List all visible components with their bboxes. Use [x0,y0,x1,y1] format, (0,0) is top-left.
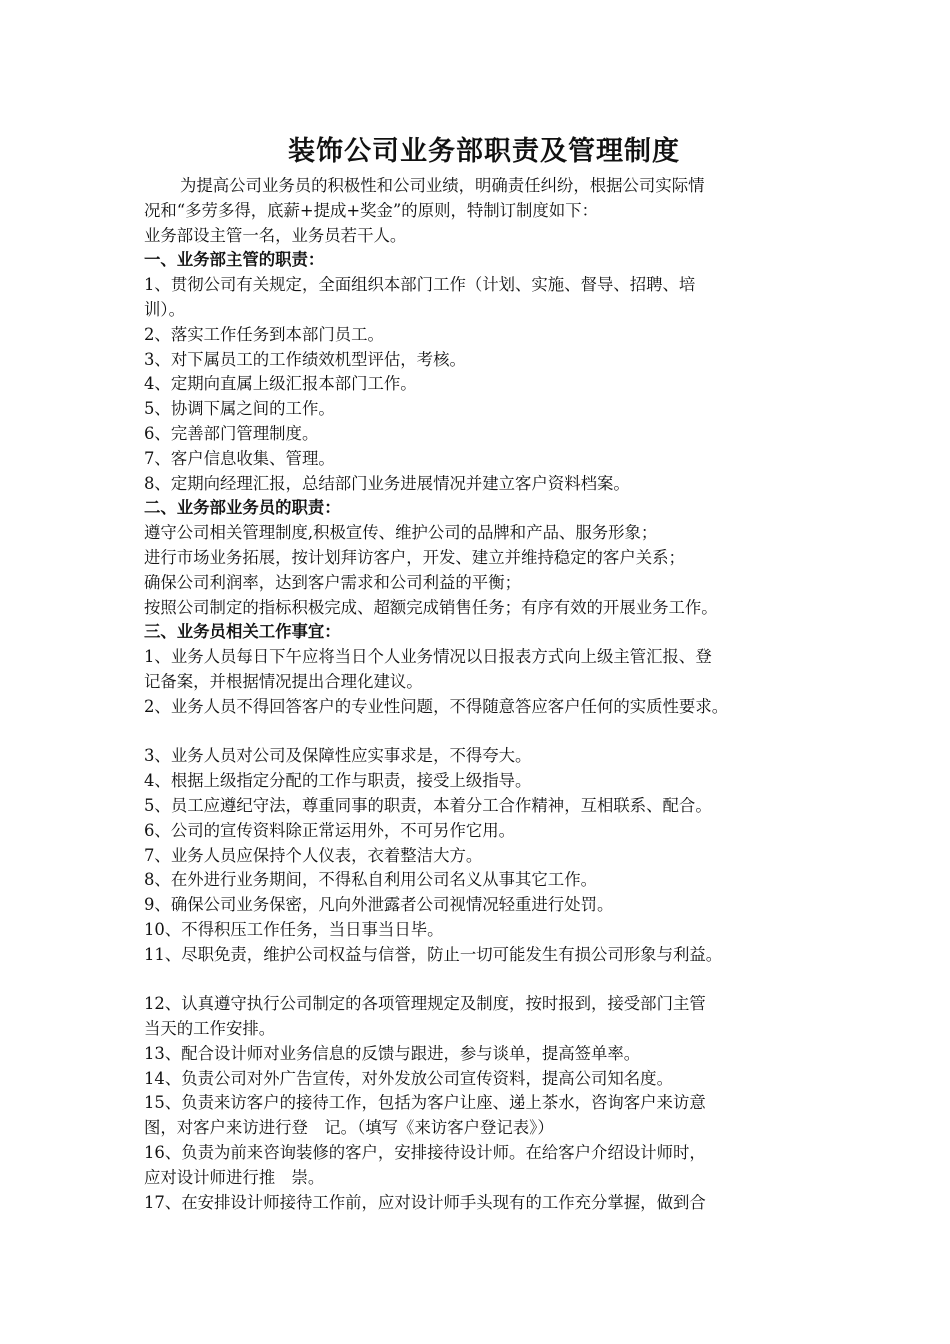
section-1-list [144,273,824,496]
list-item: 确保公司利润率，达到客户需求和公司利益的平衡； [144,572,521,592]
section-3-list [144,645,824,1215]
document-page [144,130,824,1215]
list-item: 8、定期向经理汇报，总结部门业务进展情况并建立客户资料档案。 [144,473,630,493]
list-item: 10、不得积压工作任务，当日事当日毕。 [144,919,444,939]
list-item: 遵守公司相关管理制度,积极宣传、维护公司的品牌和产品、服务形象； [144,523,658,543]
list-item: 记备案，并根据情况提出合理化建议。 [144,671,423,691]
list-item: 5、员工应遵纪守法，尊重同事的职责，本着分工合作精神，互相联系、配合。 [144,795,712,815]
list-item: 训）。 [144,299,185,319]
list-item: 进行市场业务拓展，按计划拜访客户，开发、建立并维持稳定的客户关系； [144,547,685,567]
list-item: 4、根据上级指定分配的工作与职责，接受上级指导。 [144,771,532,791]
list-item: 14、负责公司对外广告宣传，对外发放公司宣传资料，提高公司知名度。 [144,1068,673,1088]
list-item: 1、贯彻公司有关规定，全面组织本部门工作（计划、实施、督导、招聘、培 [144,275,696,295]
department-setup: 业务部设主管一名，业务员若干人。 [144,225,407,245]
section-heading-3: 三、业务员相关工作事宜： [144,622,341,642]
list-item: 应对设计师进行推 崇。 [144,1167,325,1187]
intro-line-2: 况和“多劳多得，底薪+提成+奖金”的原则，特制订制度如下： [144,200,598,220]
list-item: 3、业务人员对公司及保障性应实事求是，不得夸大。 [144,746,532,766]
list-item: 2、落实工作任务到本部门员工。 [144,324,384,344]
list-item: 2、业务人员不得回答客户的专业性问题，不得随意答应客户任何的实质性要求。 [144,696,729,716]
list-item: 3、对下属员工的工作绩效机型评估，考核。 [144,349,466,369]
intro-line-1: 为提高公司业务员的积极性和公司业绩，明确责任纠纷，根据公司实际情 [180,176,705,195]
list-item: 1、业务人员每日下午应将当日个人业务情况以日报表方式向上级主管汇报、登 [144,647,712,667]
section-heading-1: 一、业务部主管的职责： [144,250,325,270]
list-item: 按照公司制定的指标积极完成、超额完成销售任务；有序有效的开展业务工作。 [144,597,718,617]
list-item: 11、尽职免责，维护公司权益与信誉，防止一切可能发生有损公司形象与利益。 [144,944,723,964]
section-2-list [144,521,824,620]
list-item: 16、负责为前来咨询装修的客户，安排接待设计师。在给客户介绍设计师时， [144,1143,706,1163]
list-item: 13、配合设计师对业务信息的反馈与跟进，参与谈单，提高签单率。 [144,1043,641,1063]
blank-line [144,720,824,745]
list-item: 6、公司的宣传资料除正常运用外，不可另作它用。 [144,820,516,840]
list-item: 12、认真遵守执行公司制定的各项管理规定及制度，按时报到，接受部门主管 [144,994,706,1014]
list-item: 8、在外进行业务期间，不得私自利用公司名义从事其它工作。 [144,870,597,890]
document-title: 装饰公司业务部职责及管理制度 [288,136,680,167]
list-item: 5、协调下属之间的工作。 [144,399,335,419]
list-item: 6、完善部门管理制度。 [144,423,319,443]
list-item: 图，对客户来访进行登 记。（填写《来访客户登记表》） [144,1118,554,1138]
list-item: 当天的工作安排。 [144,1019,276,1039]
list-item: 15、负责来访客户的接待工作，包括为客户让座、递上茶水，咨询客户来访意 [144,1093,706,1113]
list-item: 9、确保公司业务保密，凡向外泄露者公司视情况轻重进行处罚。 [144,895,614,915]
section-heading-2: 二、业务部业务员的职责： [144,498,341,518]
list-item: 4、定期向直属上级汇报本部门工作。 [144,374,417,394]
list-item: 17、在安排设计师接待工作前，应对设计师手头现有的工作充分掌握，做到合 [144,1192,706,1212]
list-item: 7、客户信息收集、管理。 [144,448,335,468]
blank-line [144,968,824,993]
list-item: 7、业务人员应保持个人仪表，衣着整洁大方。 [144,845,483,865]
